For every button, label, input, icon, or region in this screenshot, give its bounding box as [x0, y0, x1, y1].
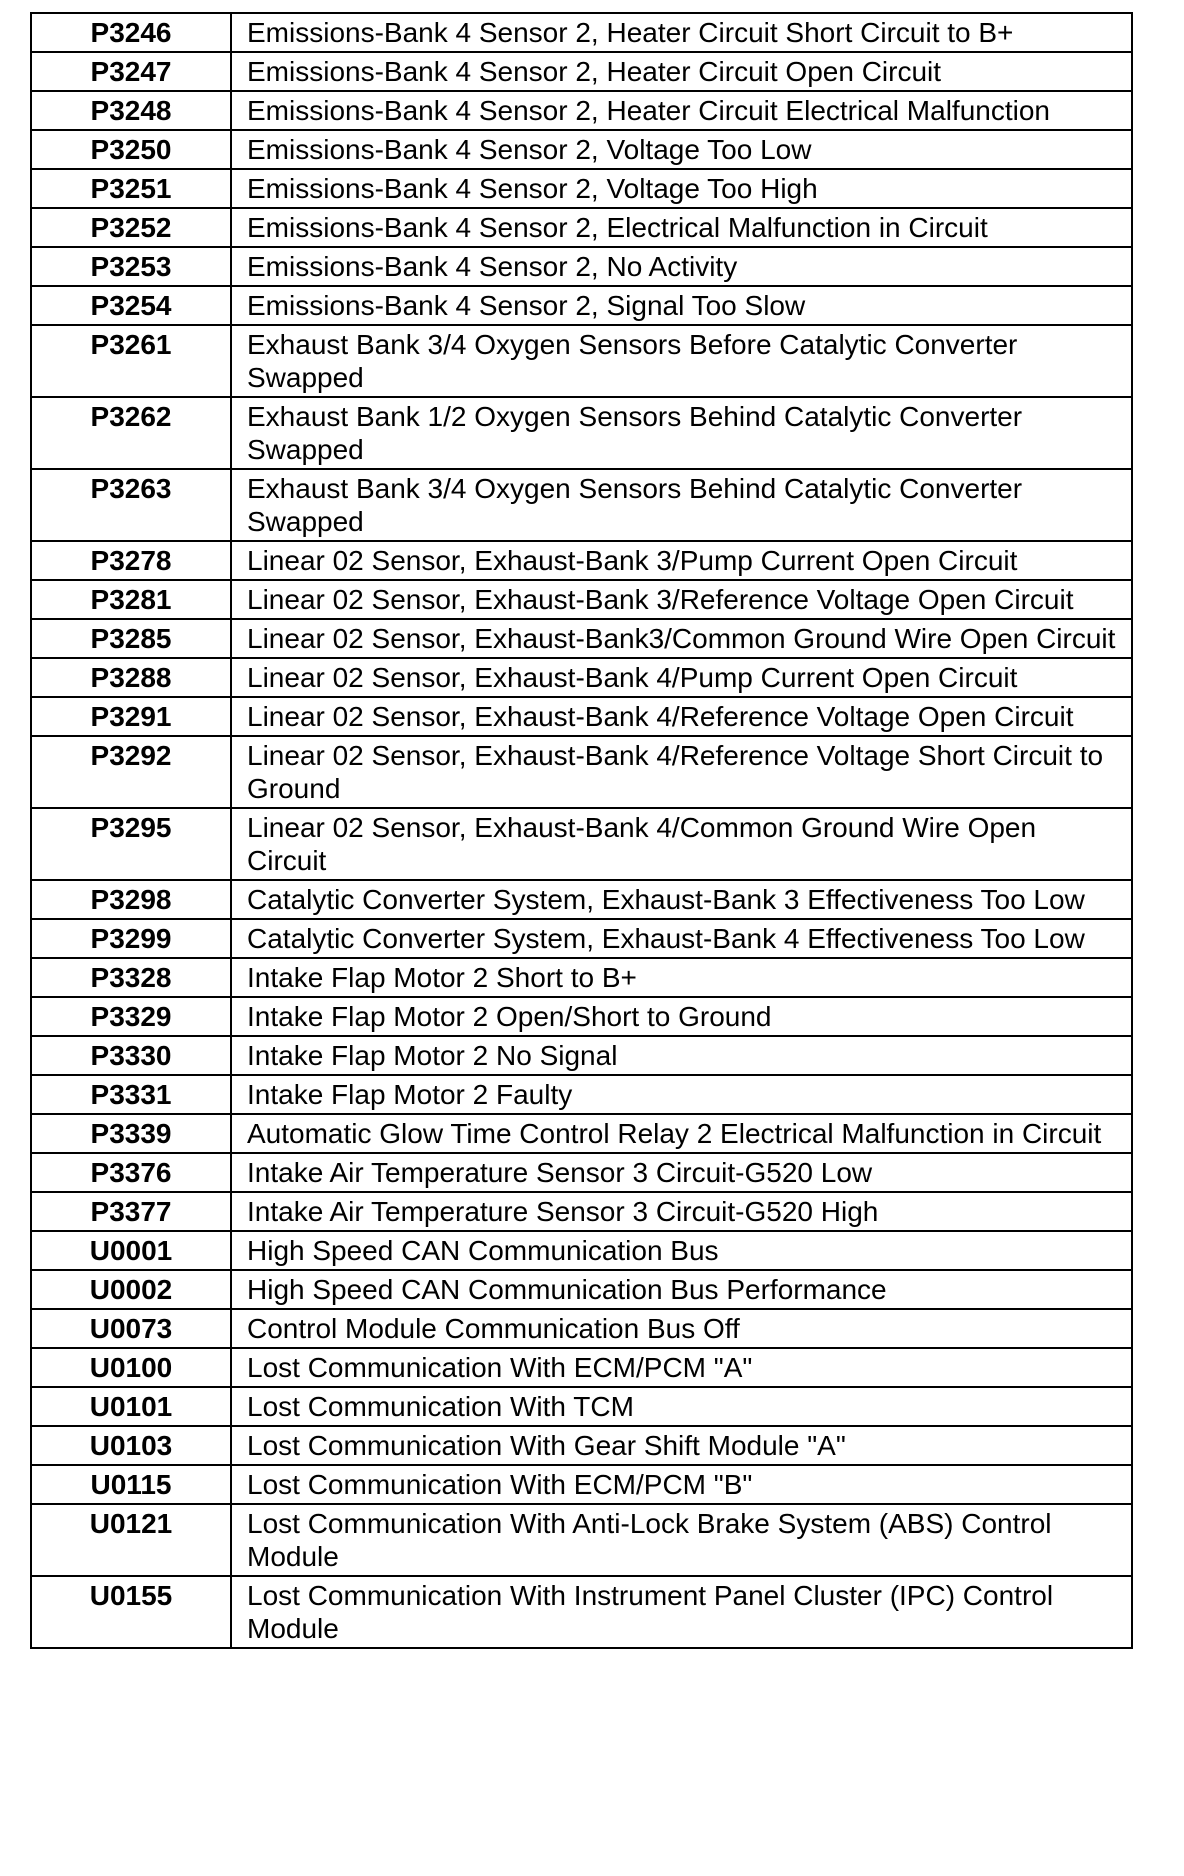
dtc-code-cell: P3299 [31, 919, 231, 958]
table-row [31, 1504, 1132, 1576]
dtc-table [30, 12, 1133, 1649]
dtc-description-cell: Lost Communication With Gear Shift Module "A" [231, 1426, 1132, 1465]
dtc-code-cell: P3376 [31, 1153, 231, 1192]
dtc-description-cell: Emissions-Bank 4 Sensor 2, Heater Circuit Short Circuit to B+ [231, 13, 1132, 52]
dtc-description-cell: Intake Flap Motor 2 Short to B+ [231, 958, 1132, 997]
table-row [31, 91, 1132, 130]
table-row [31, 247, 1132, 286]
table-row [31, 1075, 1132, 1114]
dtc-description-cell: Intake Air Temperature Sensor 3 Circuit-G520 Low [231, 1153, 1132, 1192]
dtc-code-cell: P3288 [31, 658, 231, 697]
dtc-description-cell: Emissions-Bank 4 Sensor 2, Signal Too Slow [231, 286, 1132, 325]
dtc-description-cell: Catalytic Converter System, Exhaust-Bank 4 Effectiveness Too Low [231, 919, 1132, 958]
dtc-code-cell: P3253 [31, 247, 231, 286]
dtc-description-cell: Linear 02 Sensor, Exhaust-Bank 3/Reference Voltage Open Circuit [231, 580, 1132, 619]
dtc-code-cell: U0155 [31, 1576, 231, 1648]
dtc-code-cell: P3263 [31, 469, 231, 541]
dtc-code-cell: U0073 [31, 1309, 231, 1348]
dtc-description-cell: Lost Communication With ECM/PCM "B" [231, 1465, 1132, 1504]
dtc-table-body [31, 13, 1132, 1648]
dtc-code-cell: P3295 [31, 808, 231, 880]
dtc-description-cell: Exhaust Bank 3/4 Oxygen Sensors Before Catalytic Converter Swapped [231, 325, 1132, 397]
dtc-code-cell: P3261 [31, 325, 231, 397]
dtc-description-cell: Linear 02 Sensor, Exhaust-Bank 4/Pump Current Open Circuit [231, 658, 1132, 697]
dtc-code-cell: P3250 [31, 130, 231, 169]
table-row [31, 697, 1132, 736]
table-row [31, 169, 1132, 208]
dtc-code-cell: P3247 [31, 52, 231, 91]
table-row [31, 1153, 1132, 1192]
dtc-description-cell: Emissions-Bank 4 Sensor 2, Voltage Too Low [231, 130, 1132, 169]
dtc-description-cell: Emissions-Bank 4 Sensor 2, No Activity [231, 247, 1132, 286]
table-row [31, 1231, 1132, 1270]
dtc-code-cell: P3298 [31, 880, 231, 919]
dtc-description-cell: Intake Flap Motor 2 Open/Short to Ground [231, 997, 1132, 1036]
table-row [31, 919, 1132, 958]
table-row [31, 1348, 1132, 1387]
dtc-description-cell: Exhaust Bank 1/2 Oxygen Sensors Behind Catalytic Converter Swapped [231, 397, 1132, 469]
dtc-code-cell: U0103 [31, 1426, 231, 1465]
table-row [31, 880, 1132, 919]
table-row [31, 1576, 1132, 1648]
table-row [31, 52, 1132, 91]
dtc-description-cell: Intake Flap Motor 2 Faulty [231, 1075, 1132, 1114]
table-row [31, 286, 1132, 325]
dtc-code-cell: U0115 [31, 1465, 231, 1504]
dtc-code-cell: P3262 [31, 397, 231, 469]
table-row [31, 1426, 1132, 1465]
dtc-description-cell: Intake Air Temperature Sensor 3 Circuit-G520 High [231, 1192, 1132, 1231]
dtc-description-cell: Lost Communication With Instrument Panel Cluster (IPC) Control Module [231, 1576, 1132, 1648]
dtc-description-cell: Lost Communication With Anti-Lock Brake System (ABS) Control Module [231, 1504, 1132, 1576]
dtc-code-cell: U0001 [31, 1231, 231, 1270]
dtc-description-cell: Linear 02 Sensor, Exhaust-Bank 4/Reference Voltage Open Circuit [231, 697, 1132, 736]
dtc-code-cell: P3281 [31, 580, 231, 619]
table-row [31, 619, 1132, 658]
dtc-description-cell: Intake Flap Motor 2 No Signal [231, 1036, 1132, 1075]
dtc-code-cell: P3328 [31, 958, 231, 997]
dtc-code-cell: P3278 [31, 541, 231, 580]
dtc-description-cell: Exhaust Bank 3/4 Oxygen Sensors Behind Catalytic Converter Swapped [231, 469, 1132, 541]
dtc-description-cell: Linear 02 Sensor, Exhaust-Bank 4/Reference Voltage Short Circuit to Ground [231, 736, 1132, 808]
table-row [31, 1309, 1132, 1348]
table-row [31, 130, 1132, 169]
dtc-code-cell: P3248 [31, 91, 231, 130]
dtc-description-cell: High Speed CAN Communication Bus Performance [231, 1270, 1132, 1309]
dtc-description-cell: Emissions-Bank 4 Sensor 2, Heater Circuit Open Circuit [231, 52, 1132, 91]
table-row [31, 13, 1132, 52]
table-row [31, 1387, 1132, 1426]
dtc-code-cell: P3285 [31, 619, 231, 658]
dtc-code-cell: P3292 [31, 736, 231, 808]
dtc-code-cell: P3251 [31, 169, 231, 208]
dtc-description-cell: Linear 02 Sensor, Exhaust-Bank 3/Pump Current Open Circuit [231, 541, 1132, 580]
table-row [31, 208, 1132, 247]
dtc-code-cell: P3331 [31, 1075, 231, 1114]
dtc-code-cell: P3252 [31, 208, 231, 247]
dtc-code-cell: P3330 [31, 1036, 231, 1075]
dtc-description-cell: Linear 02 Sensor, Exhaust-Bank3/Common Ground Wire Open Circuit [231, 619, 1132, 658]
dtc-code-cell: P3254 [31, 286, 231, 325]
dtc-description-cell: Automatic Glow Time Control Relay 2 Electrical Malfunction in Circuit [231, 1114, 1132, 1153]
table-row [31, 325, 1132, 397]
dtc-description-cell: Emissions-Bank 4 Sensor 2, Heater Circuit Electrical Malfunction [231, 91, 1132, 130]
table-row [31, 1192, 1132, 1231]
dtc-code-cell: P3377 [31, 1192, 231, 1231]
dtc-code-cell: U0121 [31, 1504, 231, 1576]
dtc-code-cell: U0101 [31, 1387, 231, 1426]
table-row [31, 541, 1132, 580]
table-row [31, 397, 1132, 469]
table-row [31, 1114, 1132, 1153]
dtc-code-cell: P3329 [31, 997, 231, 1036]
table-row [31, 469, 1132, 541]
table-row [31, 997, 1132, 1036]
table-row [31, 808, 1132, 880]
dtc-description-cell: Lost Communication With ECM/PCM "A" [231, 1348, 1132, 1387]
table-row [31, 580, 1132, 619]
dtc-description-cell: Emissions-Bank 4 Sensor 2, Voltage Too High [231, 169, 1132, 208]
table-row [31, 736, 1132, 808]
table-row [31, 1465, 1132, 1504]
dtc-description-cell: Catalytic Converter System, Exhaust-Bank 3 Effectiveness Too Low [231, 880, 1132, 919]
dtc-code-cell: U0100 [31, 1348, 231, 1387]
table-row [31, 1270, 1132, 1309]
table-row [31, 958, 1132, 997]
dtc-description-cell: Control Module Communication Bus Off [231, 1309, 1132, 1348]
dtc-code-cell: P3291 [31, 697, 231, 736]
dtc-description-cell: Emissions-Bank 4 Sensor 2, Electrical Malfunction in Circuit [231, 208, 1132, 247]
dtc-code-cell: P3246 [31, 13, 231, 52]
dtc-description-cell: Lost Communication With TCM [231, 1387, 1132, 1426]
dtc-description-cell: High Speed CAN Communication Bus [231, 1231, 1132, 1270]
dtc-code-cell: P3339 [31, 1114, 231, 1153]
dtc-description-cell: Linear 02 Sensor, Exhaust-Bank 4/Common Ground Wire Open Circuit [231, 808, 1132, 880]
table-row [31, 658, 1132, 697]
dtc-code-cell: U0002 [31, 1270, 231, 1309]
table-row [31, 1036, 1132, 1075]
